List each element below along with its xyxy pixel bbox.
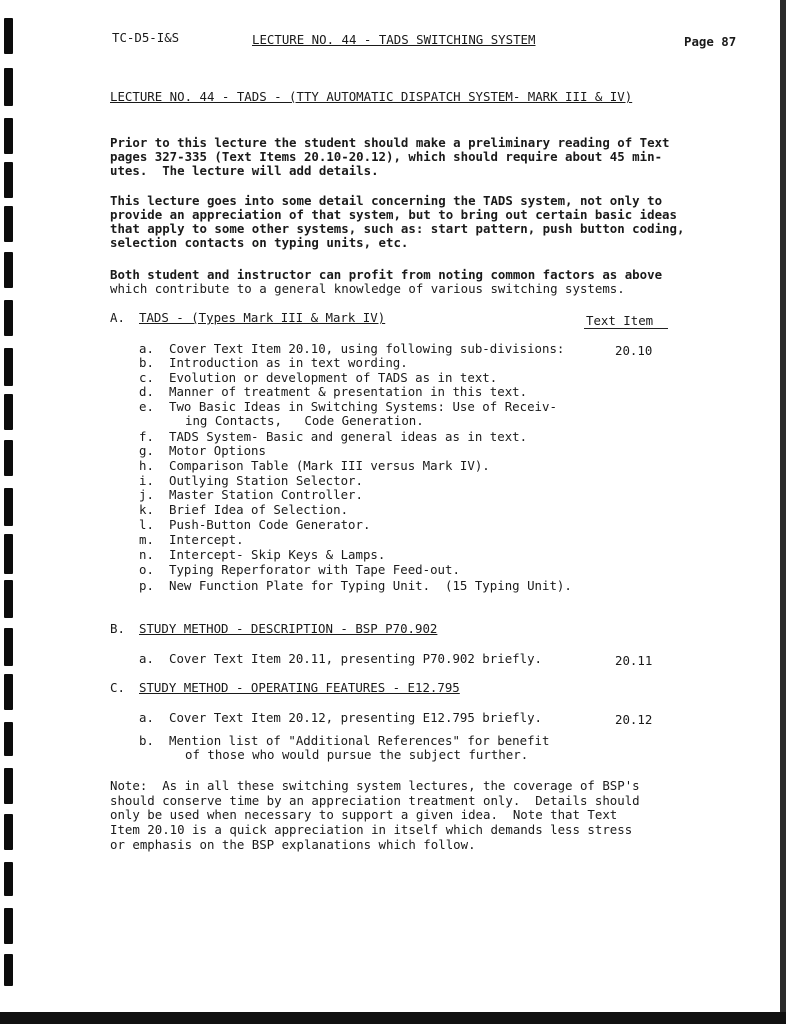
list-item-text: Mention list of "Additional References" for benefit [169,733,550,748]
list-item-text: Introduction as in text wording. [169,355,408,370]
text-item-ref: 20.10 [615,343,653,358]
list-letter: f. [139,429,154,444]
binding-hole-mark [4,18,13,54]
list-letter: p. [139,578,154,593]
list-item-text: Outlying Station Selector. [169,473,363,488]
intro-line: that apply to some other systems, such as: start pattern, push button coding, [110,221,685,236]
text-item-ref: 20.12 [615,712,653,727]
list-letter: j. [139,487,154,502]
intro-line: Prior to this lecture the student should make a preliminary reading of Text [110,135,670,150]
binding-hole-mark [4,862,13,896]
list-letter: m. [139,532,154,547]
list-letter: k. [139,502,154,517]
list-item-text: Cover Text Item 20.12, presenting E12.795 briefly. [169,710,542,725]
binding-hole-mark [4,628,13,666]
section-a-title: TADS - (Types Mark III & Mark IV) [139,310,386,325]
list-letter: n. [139,547,154,562]
binding-hole-mark [4,300,13,336]
list-item-text: TADS System- Basic and general ideas as in text. [169,429,528,444]
list-letter: g. [139,443,154,458]
list-letter: a. [139,341,154,356]
note-line: should conserve time by an appreciation treatment only. Details should [110,793,640,808]
binding-hole-mark [4,162,13,198]
text-item-ref: 20.11 [615,653,653,668]
lecture-title: LECTURE NO. 44 - TADS - (TTY AUTOMATIC DISPATCH SYSTEM- MARK III & IV) [110,89,633,104]
list-letter: b. [139,355,154,370]
note-line: only be used when necessary to support a given idea. Note that Text [110,807,618,822]
binding-hole-mark [4,954,13,986]
list-item-text: Cover Text Item 20.10, using following sub-divisions: [169,341,565,356]
intro-line: selection contacts on typing units, etc. [110,235,409,250]
doc-code: TC-D5-I&S [112,30,180,45]
binding-hole-mark [4,908,13,944]
list-letter: a. [139,710,154,725]
page-edge-bottom [0,1012,786,1024]
page-number: Page 87 [684,34,737,49]
list-item-text: Comparison Table (Mark III versus Mark IV). [169,458,490,473]
list-item-text: New Function Plate for Typing Unit. (15 Typing Unit). [169,578,572,593]
list-item-continuation: ing Contacts, Code Generation. [185,413,424,428]
intro-line: pages 327-335 (Text Items 20.10-20.12), which should require about 45 min- [110,149,663,164]
binding-hole-mark [4,674,13,710]
binding-hole-mark [4,722,13,756]
intro-line: which contribute to a general knowledge of various switching systems. [110,281,625,296]
note-line: or emphasis on the BSP explanations which follow. [110,837,476,852]
section-c-title: STUDY METHOD - OPERATING FEATURES - E12.795 [139,680,460,695]
list-letter: l. [139,517,154,532]
list-item-text: Motor Options [169,443,266,458]
binding-hole-mark [4,348,13,386]
list-letter: a. [139,651,154,666]
list-letter: d. [139,384,154,399]
text-item-column-header: Text Item [586,313,654,328]
list-item-text: Brief Idea of Selection. [169,502,349,517]
list-letter: b. [139,733,154,748]
binding-hole-mark [4,118,13,154]
list-item-text: Evolution or development of TADS as in text. [169,370,498,385]
binding-hole-mark [4,488,13,526]
list-item-text: Two Basic Ideas in Switching Systems: Use of Receiv- [169,399,557,414]
intro-line: This lecture goes into some detail concerning the TADS system, not only to [110,193,663,208]
binding-hole-mark [4,534,13,574]
binding-hole-mark [4,768,13,804]
section-b-marker: B. [110,621,125,636]
binding-hole-mark [4,206,13,242]
intro-line: utes. The lecture will add details. [110,163,379,178]
header-title: LECTURE NO. 44 - TADS SWITCHING SYSTEM [252,32,536,47]
list-item-text: Intercept- Skip Keys & Lamps. [169,547,386,562]
intro-line: Both student and instructor can profit from noting common factors as above [110,267,663,282]
binding-hole-mark [4,814,13,850]
list-item-text: Cover Text Item 20.11, presenting P70.902 briefly. [169,651,542,666]
binding-hole-mark [4,394,13,430]
list-item-continuation: of those who would pursue the subject further. [185,747,529,762]
list-letter: i. [139,473,154,488]
list-item-text: Intercept. [169,532,244,547]
note-line: Item 20.10 is a quick appreciation in itself which demands less stress [110,822,633,837]
list-letter: h. [139,458,154,473]
text-item-header-rule [584,328,668,329]
section-b-title: STUDY METHOD - DESCRIPTION - BSP P70.902 [139,621,438,636]
list-item-text: Typing Reperforator with Tape Feed-out. [169,562,460,577]
section-c-marker: C. [110,680,125,695]
section-a-marker: A. [110,310,125,325]
list-letter: c. [139,370,154,385]
binding-hole-mark [4,440,13,476]
list-item-text: Push-Button Code Generator. [169,517,371,532]
intro-line: provide an appreciation of that system, but to bring out certain basic ideas [110,207,677,222]
binding-hole-mark [4,580,13,618]
binding-hole-mark [4,68,13,106]
page-edge-right [780,0,786,1024]
note-line: Note: As in all these switching system lectures, the coverage of BSP's [110,778,640,793]
binding-hole-mark [4,252,13,288]
list-item-text: Master Station Controller. [169,487,363,502]
list-item-text: Manner of treatment & presentation in this text. [169,384,528,399]
list-letter: o. [139,562,154,577]
list-letter: e. [139,399,154,414]
